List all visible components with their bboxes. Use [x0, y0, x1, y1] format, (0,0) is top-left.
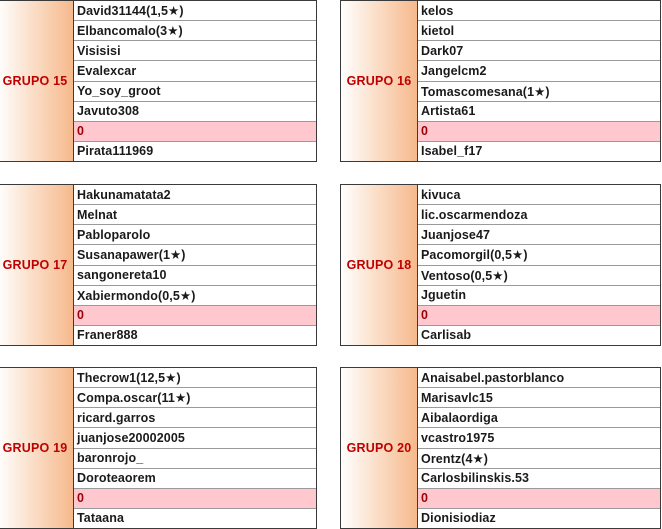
player-row: Marisavlc15: [418, 388, 660, 408]
player-row: Pirata111969: [77, 144, 154, 159]
player-list: [74, 1, 316, 161]
group-label-cell: [0, 1, 74, 161]
player-row: Hakunamatata2: [74, 185, 316, 205]
group-table: [340, 184, 661, 346]
group-label-cell: [341, 185, 418, 345]
player-row: kivuca: [418, 185, 660, 205]
empty-slot-row: 0: [74, 122, 316, 142]
player-row: Ventoso(0,5★): [418, 266, 660, 286]
player-row: Xabiermondo(0,5★): [74, 286, 316, 306]
player-row: Isabel_f17: [421, 144, 483, 159]
player-row: Tomascomesana(1★): [418, 82, 660, 102]
player-row: Compa.oscar(11★): [74, 388, 316, 408]
player-row: Carlosbilinskis.53: [418, 469, 660, 489]
group-label: GRUPO 17: [2, 258, 68, 272]
empty-slot-row: 0: [418, 122, 660, 142]
player-row: sangonereta10: [74, 266, 316, 286]
player-row: Melnat: [74, 205, 316, 225]
player-row: Orentz(4★): [418, 449, 660, 469]
player-list: [418, 368, 660, 528]
group-table: [340, 0, 661, 162]
player-row: Yo_soy_groot: [74, 82, 316, 102]
player-row: Susanapawer(1★): [74, 245, 316, 265]
group-label-cell: [341, 368, 418, 528]
player-row: Doroteaorem: [74, 469, 316, 489]
player-row: baronrojo_: [74, 449, 316, 469]
player-row: vcastro1975: [418, 428, 660, 448]
empty-slot-row: 0: [418, 306, 660, 326]
empty-slot-row: 0: [418, 489, 660, 509]
empty-slot-row: 0: [74, 306, 316, 326]
player-row: lic.oscarmendoza: [418, 205, 660, 225]
player-row: Anaisabel.pastorblanco: [418, 368, 660, 388]
player-row: juanjose20002005: [74, 428, 316, 448]
group-label: GRUPO 18: [346, 258, 412, 272]
player-list: [74, 368, 316, 528]
player-row: kietol: [418, 21, 660, 41]
group-label-cell: [0, 368, 74, 528]
player-list: [418, 1, 660, 161]
group-table: [0, 0, 317, 162]
player-row: Aibalaordiga: [418, 408, 660, 428]
player-row: Jguetin: [418, 286, 660, 306]
group-label: GRUPO 20: [346, 441, 412, 455]
player-row: Jangelcm2: [418, 61, 660, 81]
player-row: Juanjose47: [418, 225, 660, 245]
player-row: Tataana: [77, 511, 125, 526]
player-row: Carlisab: [421, 328, 472, 343]
group-label: GRUPO 15: [2, 74, 68, 88]
player-row: Thecrow1(12,5★): [74, 368, 316, 388]
player-row: ricard.garros: [74, 408, 316, 428]
group-table: [0, 184, 317, 346]
player-list: [418, 185, 660, 345]
group-label: GRUPO 19: [2, 441, 68, 455]
player-row: Javuto308: [74, 102, 316, 122]
player-row: David31144(1,5★): [74, 1, 316, 21]
player-row: Dark07: [418, 41, 660, 61]
group-label-cell: [0, 185, 74, 345]
player-list: [74, 185, 316, 345]
player-row: Elbancomalo(3★): [74, 21, 316, 41]
player-row: Pacomorgil(0,5★): [418, 245, 660, 265]
player-row: kelos: [418, 1, 660, 21]
player-row: Evalexcar: [74, 61, 316, 81]
player-row: Dionisiodiaz: [421, 511, 496, 526]
player-row: Pabloparolo: [74, 225, 316, 245]
empty-slot-row: 0: [74, 489, 316, 509]
group-label: GRUPO 16: [346, 74, 412, 88]
group-label-cell: [341, 1, 418, 161]
group-table: [340, 367, 661, 529]
player-row: Franer888: [77, 328, 138, 343]
player-row: Visisisi: [74, 41, 316, 61]
player-row: Artista61: [418, 102, 660, 122]
group-table: [0, 367, 317, 529]
